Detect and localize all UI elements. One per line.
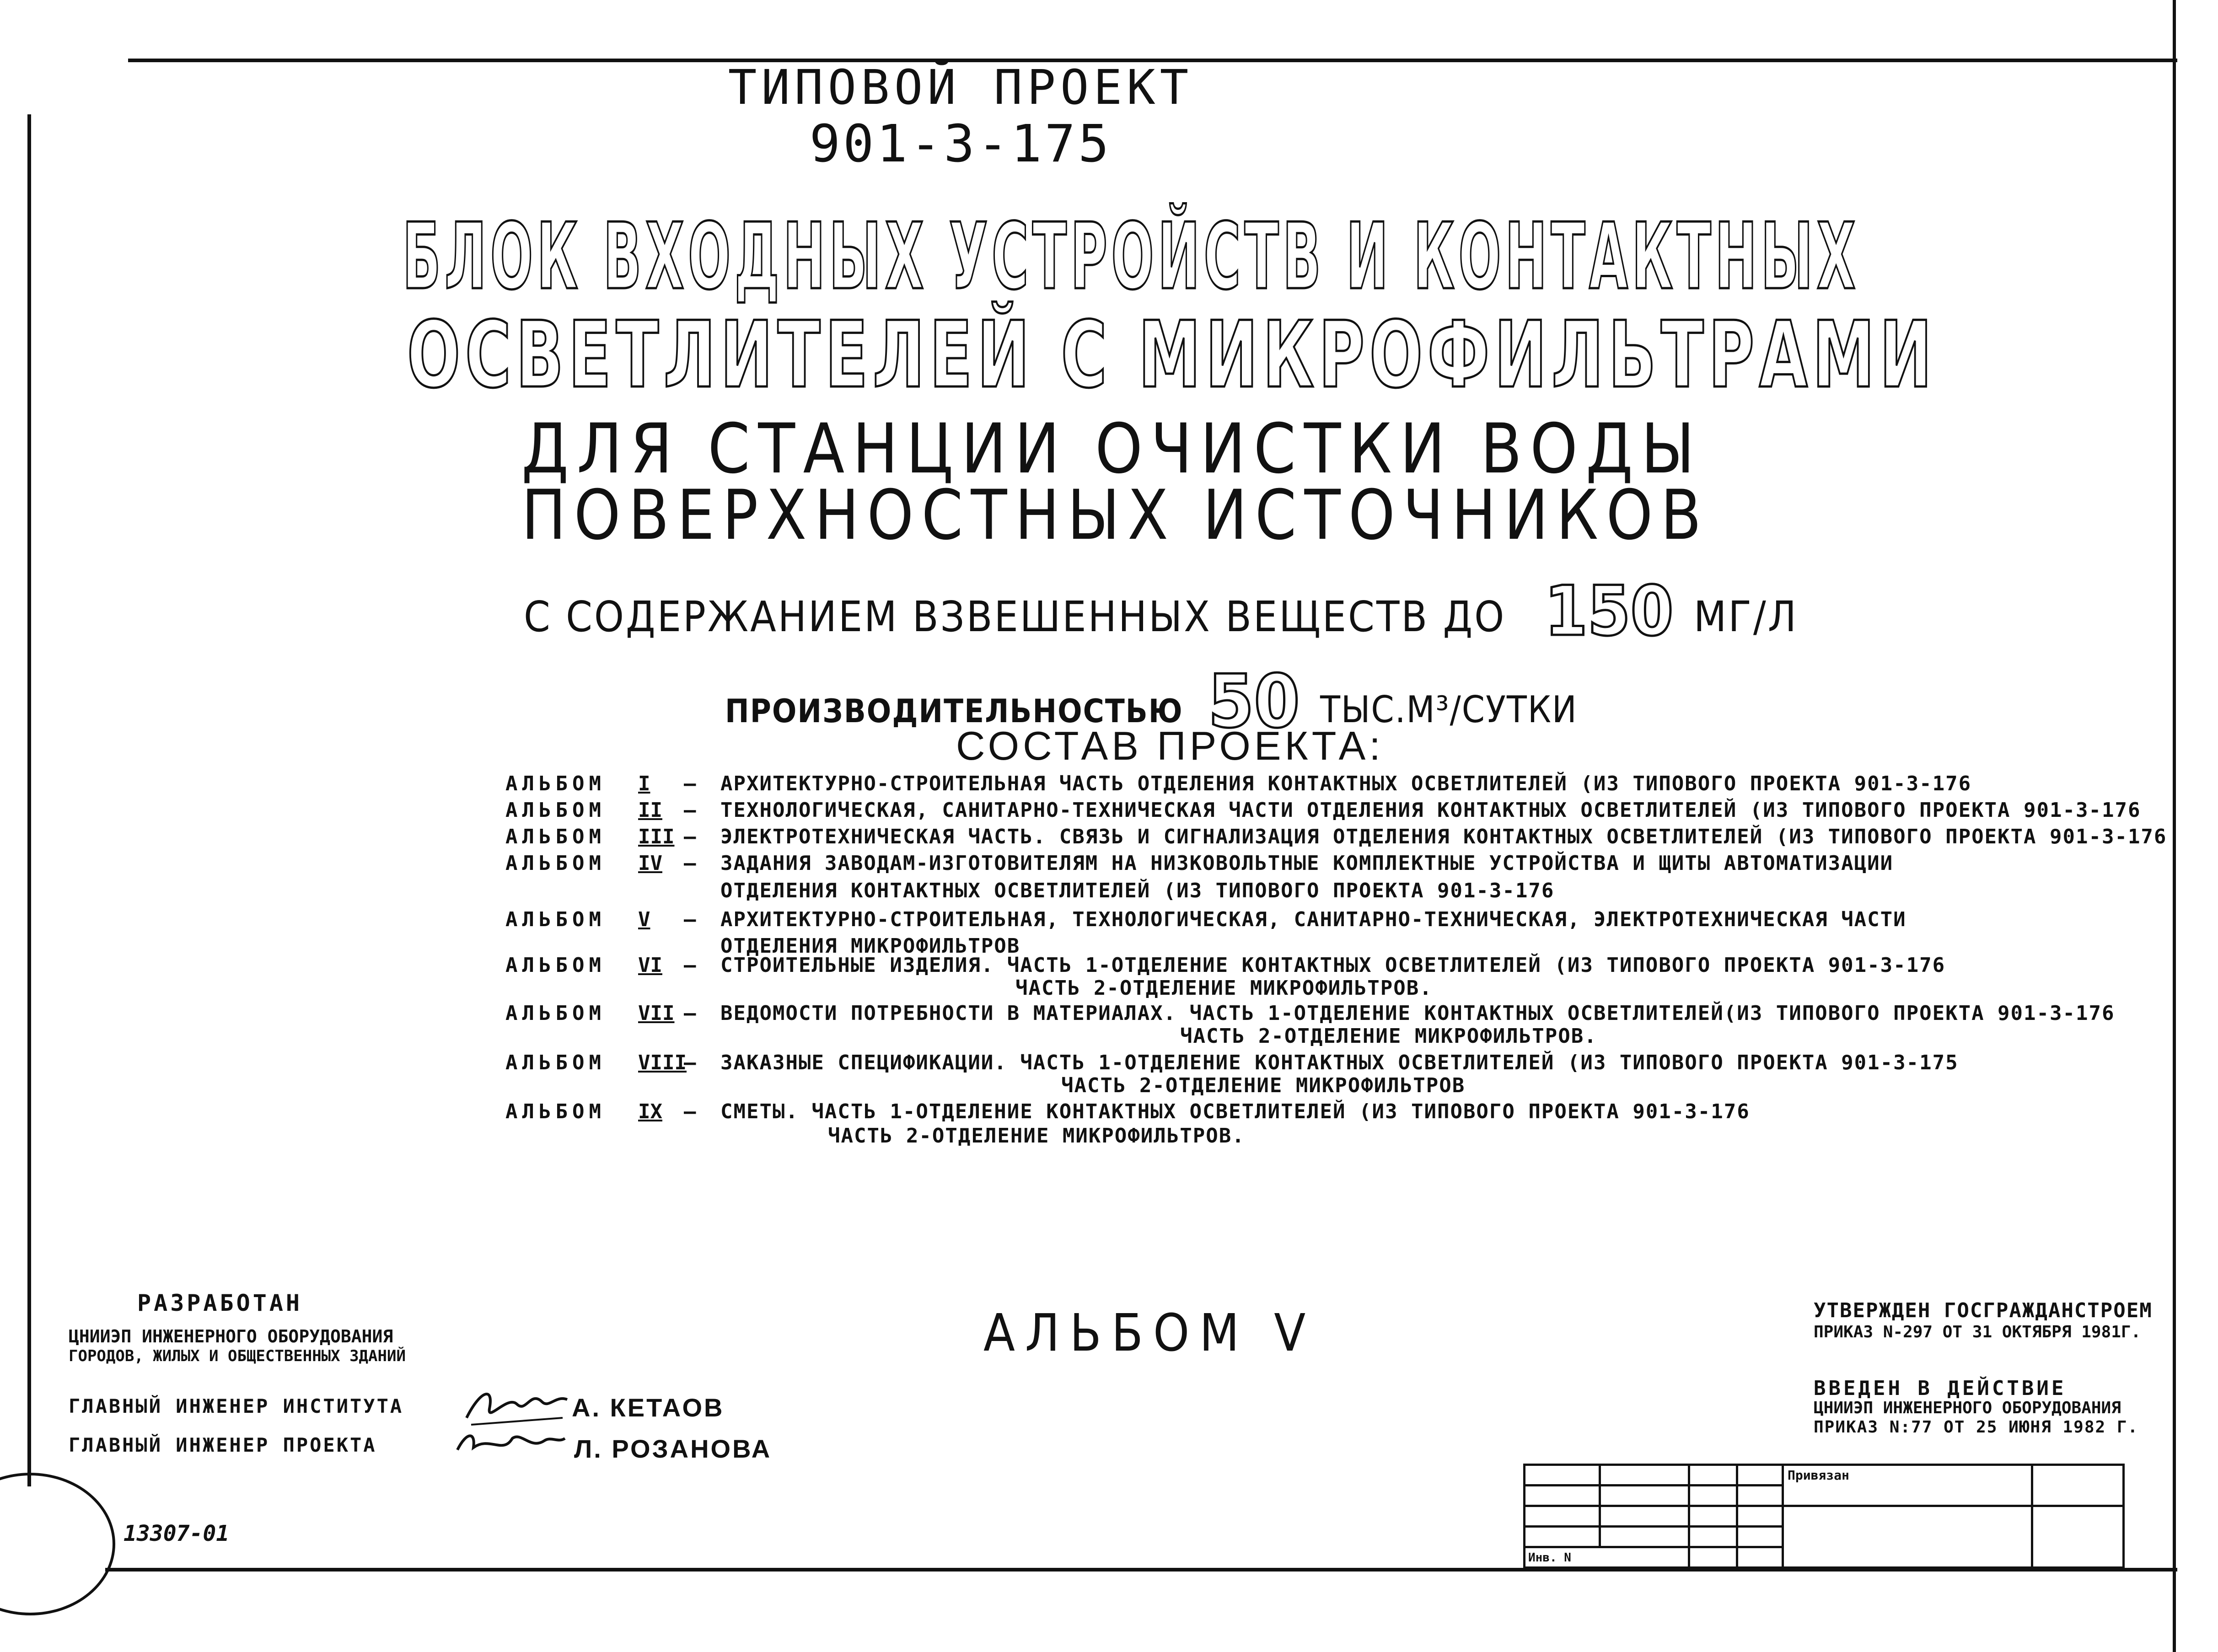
title-line-4: ПОВЕРХНОСТНЫХ ИСТОЧНИКОВ <box>521 476 1709 555</box>
frame-right-line <box>2173 0 2176 1652</box>
name-chief-institute: А. КЕТАОВ <box>572 1393 725 1422</box>
album-dash: – <box>684 825 696 848</box>
album-number: II <box>638 799 662 822</box>
album-desc-cont: ЧАСТЬ 2-ОТДЕЛЕНИЕ МИКРОФИЛЬТРОВ. <box>828 1124 1245 1148</box>
album-desc: ВЕДОМОСТИ ПОТРЕБНОСТИ В МАТЕРИАЛАХ. ЧАСТЬ 1-ОТДЕЛЕНИЕ КОНТАКТНЫХ ОСВЕТЛИТЕЛЕЙ(ИЗ ТИПОВОГО ПРОЕКТА 901-3-176 <box>720 1002 2115 1025</box>
developer-heading: РАЗРАБОТАН <box>137 1290 303 1316</box>
role-chief-project: ГЛАВНЫЙ ИНЖЕНЕР ПРОЕКТА <box>69 1434 377 1456</box>
album-desc: СТРОИТЕЛЬНЫЕ ИЗДЕЛИЯ. ЧАСТЬ 1-ОТДЕЛЕНИЕ КОНТАКТНЫХ ОСВЕТЛИТЕЛЕЙ (ИЗ ТИПОВОГО ПРОЕКТА 901-3-176 <box>720 954 1946 977</box>
composition-heading: СОСТАВ ПРОЕКТА: <box>956 723 1384 768</box>
project-number: 901-3-175 <box>809 114 1112 174</box>
album-dash: – <box>684 908 696 931</box>
inventory-label: Инв. N <box>1528 1551 1571 1565</box>
capacity-unit: ТЫС.М³/СУТКИ <box>1320 688 1578 731</box>
album-dash: – <box>684 852 696 875</box>
album-number: IV <box>638 852 662 875</box>
project-type: ТИПОВОЙ ПРОЕКТ <box>728 59 1193 115</box>
album-number: III <box>638 825 675 848</box>
approval-line-2: ПРИКАЗ N-297 ОТ 31 ОКТЯБРЯ 1981Г. <box>1814 1323 2141 1341</box>
approval-line-1: УТВЕРЖДЕН ГОСГРАЖДАНСТРОЕМ <box>1814 1299 2153 1322</box>
corner-arc <box>0 1473 115 1615</box>
archive-number: 13307-01 <box>124 1521 230 1546</box>
album-number: VI <box>638 954 662 977</box>
album-label: АЛЬБОМ <box>505 1002 606 1025</box>
album-label: АЛЬБОМ <box>505 1100 606 1123</box>
album-dash: – <box>684 1100 696 1123</box>
approval-line-4: ЦНИИЭП ИНЖЕНЕРНОГО ОБОРУДОВАНИЯ <box>1814 1399 2121 1417</box>
album-desc-cont: ЧАСТЬ 2-ОТДЕЛЕНИЕ МИКРОФИЛЬТРОВ. <box>1180 1024 1597 1048</box>
name-chief-project: Л. РОЗАНОВА <box>574 1434 772 1463</box>
developer-org-1: ЦНИИЭП ИНЖЕНЕРНОГО ОБОРУДОВАНИЯ <box>69 1326 393 1346</box>
album-label: АЛЬБОМ <box>505 1051 606 1074</box>
album-dash: – <box>684 1002 696 1025</box>
frame-left-line <box>27 114 31 1486</box>
album-desc: ТЕХНОЛОГИЧЕСКАЯ, САНИТАРНО-ТЕХНИЧЕСКАЯ ЧАСТИ ОТДЕЛЕНИЯ КОНТАКТНЫХ ОСВЕТЛИТЕЛЕЙ (ИЗ ТИПОВОГО ПРОЕКТА 901-3-176 <box>720 799 2141 822</box>
album-label: АЛЬБОМ <box>505 908 606 931</box>
album-desc: АРХИТЕКТУРНО-СТРОИТЕЛЬНАЯ ЧАСТЬ ОТДЕЛЕНИЯ КОНТАКТНЫХ ОСВЕТЛИТЕЛЕЙ (ИЗ ТИПОВОГО ПРОЕКТА 901-3-176 <box>720 772 1972 795</box>
album-desc-cont: ЧАСТЬ 2-ОТДЕЛЕНИЕ МИКРОФИЛЬТРОВ <box>1061 1074 1466 1097</box>
album-desc: ЗАКАЗНЫЕ СПЕЦИФИКАЦИИ. ЧАСТЬ 1-ОТДЕЛЕНИЕ КОНТАКТНЫХ ОСВЕТЛИТЕЛЕЙ (ИЗ ТИПОВОГО ПРОЕКТА 901-3-175 <box>720 1051 1959 1074</box>
album-number: VIII <box>638 1051 687 1074</box>
title-line-2: ОСВЕТЛИТЕЛЕЙ С МИКРОФИЛЬТРАМИ <box>407 302 1937 408</box>
album-dash: – <box>684 954 696 977</box>
album-desc-cont: ЧАСТЬ 2-ОТДЕЛЕНИЕ МИКРОФИЛЬТРОВ. <box>1015 976 1433 1000</box>
capacity-prefix: ПРОИЗВОДИТЕЛЬНОСТЬЮ <box>725 692 1183 730</box>
content-value: 150 <box>1544 572 1674 651</box>
approval-line-3: ВВЕДЕН В ДЕЙСТВИЕ <box>1814 1377 2067 1400</box>
album-desc-cont: ОТДЕЛЕНИЯ КОНТАКТНЫХ ОСВЕТЛИТЕЛЕЙ (ИЗ ТИПОВОГО ПРОЕКТА 901-3-176 <box>720 879 1555 902</box>
tied-label: Привязан <box>1788 1468 1849 1483</box>
title-block-table <box>1523 1464 2125 1569</box>
album-label: АЛЬБОМ <box>505 954 606 977</box>
album-label-main: АЛЬБОМ V <box>983 1303 1316 1363</box>
album-number: IX <box>638 1100 662 1123</box>
album-number: V <box>638 908 650 931</box>
signature-2 <box>453 1422 567 1466</box>
title-line-3: ДЛЯ СТАНЦИИ ОЧИСТКИ ВОДЫ <box>521 409 1703 489</box>
content-unit: МГ/Л <box>1693 592 1798 641</box>
content-prefix: С СОДЕРЖАНИЕМ ВЗВЕШЕННЫХ ВЕЩЕСТВ ДО <box>524 592 1506 641</box>
album-desc: ЗАДАНИЯ ЗАВОДАМ-ИЗГОТОВИТЕЛЯМ НА НИЗКОВОЛЬТНЫЕ КОМПЛЕКТНЫЕ УСТРОЙСТВА И ЩИТЫ АВТОМАТИЗАЦИИ <box>720 852 1894 875</box>
album-number: I <box>638 772 650 795</box>
album-desc-cont: ОТДЕЛЕНИЯ МИКРОФИЛЬТРОВ <box>720 934 1020 958</box>
album-label: АЛЬБОМ <box>505 799 606 822</box>
album-desc: СМЕТЫ. ЧАСТЬ 1-ОТДЕЛЕНИЕ КОНТАКТНЫХ ОСВЕТЛИТЕЛЕЙ (ИЗ ТИПОВОГО ПРОЕКТА 901-3-176 <box>720 1100 1750 1123</box>
content-line <box>524 572 1798 651</box>
album-label: АЛЬБОМ <box>505 772 606 795</box>
album-number: VII <box>638 1002 675 1025</box>
album-dash: – <box>684 1051 696 1074</box>
capacity-value: 50 <box>1208 659 1300 744</box>
developer-org-2: ГОРОДОВ, ЖИЛЫХ И ОБЩЕСТВЕННЫХ ЗДАНИЙ <box>69 1347 406 1365</box>
role-chief-institute: ГЛАВНЫЙ ИНЖЕНЕР ИНСТИТУТА <box>69 1395 404 1417</box>
album-desc: АРХИТЕКТУРНО-СТРОИТЕЛЬНАЯ, ТЕХНОЛОГИЧЕСКАЯ, САНИТАРНО-ТЕХНИЧЕСКАЯ, ЭЛЕКТРОТЕХНИЧЕСКАЯ ЧАСТИ <box>720 908 1907 931</box>
title-line-1: БЛОК ВХОДНЫХ УСТРОЙСТВ И КОНТАКТНЫХ <box>403 204 1860 310</box>
album-dash: – <box>684 799 696 822</box>
approval-line-5: ПРИКАЗ N:77 ОТ 25 ИЮНЯ 1982 Г. <box>1814 1418 2139 1437</box>
album-desc: ЭЛЕКТРОТЕХНИЧЕСКАЯ ЧАСТЬ. СВЯЗЬ И СИГНАЛИЗАЦИЯ ОТДЕЛЕНИЯ КОНТАКТНЫХ ОСВЕТЛИТЕЛЕЙ (ИЗ ТИПОВОГО ПРОЕКТА 901-3-176 <box>720 825 2167 848</box>
album-label: АЛЬБОМ <box>505 825 606 848</box>
album-label: АЛЬБОМ <box>505 852 606 875</box>
album-dash: – <box>684 772 696 795</box>
